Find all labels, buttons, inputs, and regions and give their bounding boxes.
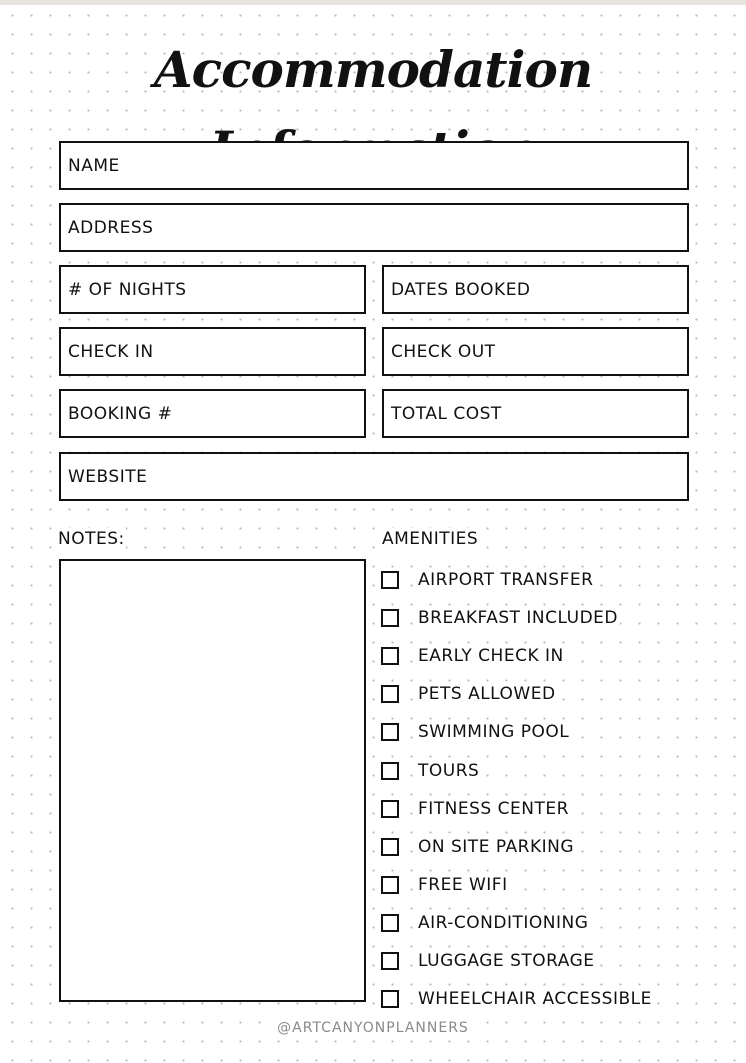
amenity-label: AIR-CONDITIONING <box>418 912 589 933</box>
checkbox[interactable] <box>381 647 399 665</box>
nights-label: # OF NIGHTS <box>68 279 187 300</box>
amenity-label: PETS ALLOWED <box>418 684 556 705</box>
amenity-label: WHEELCHAIR ACCESSIBLE <box>418 989 652 1010</box>
amenities-list <box>381 561 654 1018</box>
checkbox[interactable] <box>381 571 399 589</box>
dates-booked-label: DATES BOOKED <box>391 279 531 300</box>
check-in-field[interactable] <box>59 327 366 376</box>
address-label: ADDRESS <box>68 217 154 238</box>
amenity-air-conditioning <box>381 904 654 942</box>
amenity-label: EARLY CHECK IN <box>418 646 564 667</box>
amenity-airport-transfer <box>381 561 654 599</box>
booking-number-label: BOOKING # <box>68 403 173 424</box>
amenity-label: BREAKFAST INCLUDED <box>418 608 619 629</box>
booking-number-field[interactable] <box>59 389 366 438</box>
amenity-label: ON SITE PARKING <box>418 836 574 857</box>
amenity-wheelchair-accessible <box>381 980 654 1018</box>
amenity-breakfast-included <box>381 599 654 637</box>
page-title: Accommodation <box>153 40 593 99</box>
amenity-fitness-center <box>381 790 654 828</box>
checkbox[interactable] <box>381 609 399 627</box>
checkbox[interactable] <box>381 723 399 741</box>
checkbox[interactable] <box>381 800 399 818</box>
checkbox[interactable] <box>381 838 399 856</box>
credit-text: @ARTCANYONPLANNERS <box>273 1020 473 1036</box>
dates-booked-field[interactable] <box>382 265 689 314</box>
amenity-label: FREE WIFI <box>418 874 508 895</box>
website-field[interactable] <box>59 452 689 501</box>
credit-watermark <box>0 1020 746 1036</box>
checkbox[interactable] <box>381 990 399 1008</box>
amenity-pets-allowed <box>381 675 654 713</box>
notes-label: NOTES: <box>58 529 125 549</box>
checkbox[interactable] <box>381 685 399 703</box>
address-field[interactable] <box>59 203 689 252</box>
amenity-label: AIRPORT TRANSFER <box>418 570 594 591</box>
amenity-luggage-storage <box>381 942 654 980</box>
amenity-early-check-in <box>381 637 654 675</box>
check-out-label: CHECK OUT <box>391 341 496 362</box>
checkbox[interactable] <box>381 762 399 780</box>
total-cost-label: TOTAL COST <box>391 403 502 424</box>
checkbox[interactable] <box>381 914 399 932</box>
name-label: NAME <box>68 155 120 176</box>
checkbox[interactable] <box>381 876 399 894</box>
name-field[interactable] <box>59 141 689 190</box>
check-out-field[interactable] <box>382 327 689 376</box>
amenity-tours <box>381 751 654 789</box>
notes-area[interactable] <box>59 559 366 1002</box>
amenities-label: AMENITIES <box>382 529 479 549</box>
website-label: WEBSITE <box>68 466 148 487</box>
amenity-label: SWIMMING POOL <box>418 722 570 743</box>
top-band <box>0 0 746 5</box>
amenity-on-site-parking <box>381 828 654 866</box>
amenity-label: FITNESS CENTER <box>418 798 569 819</box>
amenity-free-wifi <box>381 866 654 904</box>
checkbox[interactable] <box>381 952 399 970</box>
nights-field[interactable] <box>59 265 366 314</box>
total-cost-field[interactable] <box>382 389 689 438</box>
amenity-label: LUGGAGE STORAGE <box>418 950 595 971</box>
check-in-label: CHECK IN <box>68 341 154 362</box>
amenity-swimming-pool <box>381 713 654 751</box>
amenity-label: TOURS <box>418 760 480 781</box>
